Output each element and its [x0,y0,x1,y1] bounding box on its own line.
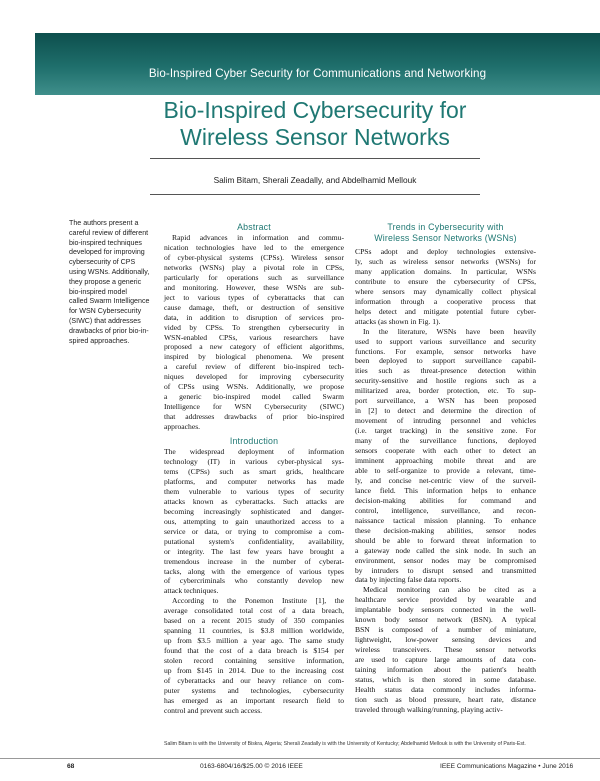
sidebar-line: bio-inspired techniques [69,238,142,247]
trends-line: security-sensitive and hostile regions such as a [355,376,536,386]
trends-line: in [2] to detect and determine the direction of [355,406,536,416]
trends-line: wireless transceivers. These sensor networks [355,645,536,655]
abstract-line: particularly for operations such as surveillance [164,272,344,282]
author-list: Salim Bitam, Sherali Zeadally, and Abdelhamid Mellouk [213,175,417,185]
abstract-line: of cyber-physical systems (CPSs). Wireless sensor [164,252,344,262]
page-number: 68 [67,763,75,770]
footer-rule [0,758,600,759]
sidebar-line: using WSNs. Additionally, [69,267,150,276]
introduction-line: or integrity. The last few years have brought a [164,546,344,556]
trends-line: been deployed to support surveillance capabil- [355,356,536,366]
trends-line: naissance tactical mission planning. To enhance [355,515,536,525]
abstract-line: networks (WSNs) play a pivotal role in CPSs, [164,262,344,272]
trends-line: able to self-organize to provide a relevant, time- [355,465,536,475]
abstract-line: data, in addition to disruption of services pro- [164,312,344,322]
introduction-paragraph [164,596,344,715]
introduction-line: up from $3.5 million a year ago. The same study [164,636,344,646]
introduction-line: putational system's confidentiality, availability, [164,536,344,546]
abstract-line: approaches. [164,422,201,432]
abstract-line: a careful review of different bio-inspired tech- [164,362,344,372]
trends-line: decision-making abilities for command and [355,495,536,505]
trends-line: (i.e. target tracking) in the sensitive zone. For [355,426,536,436]
trends-paragraph [355,327,536,586]
trends-heading: Wireless Sensor Networks (WSNs) [374,233,517,243]
section-banner [35,33,600,95]
trends-line: known body sensor network (BSN). A typical [355,615,536,625]
introduction-line: The widespread deployment of information [164,447,344,457]
trends-line: by intruders to disrupt sensed and transmitted [355,565,536,575]
trends-line: Medical monitoring can also be cited as a [363,585,536,595]
copyright-line: 0163-6804/16/$25.00 © 2016 IEEE [200,763,303,770]
introduction-line: of cybercriminals who constantly develop new [164,576,344,586]
introduction-heading: Introduction [229,436,279,447]
abstract-line: WSN-enabled CPSs, various researchers have [164,332,344,342]
banner-title: Bio-Inspired Cyber Security for Communications and Networking [148,67,487,80]
introduction-line: stolen record containing sensitive information, [164,656,344,666]
introduction-line: According to the Ponemon Institute [1], the [172,596,344,606]
introduction-line: average consolidated total cost of a data breach, [164,606,344,616]
introduction-line: of cyberattacks and our heavy reliance on com- [164,675,344,685]
trends-line: control, intelligence, surveillance, and recon- [355,505,536,515]
introduction-line: spanning 11 countries, is $3.8 million worldwide, [164,626,344,636]
sidebar-line: called Swarm Intelligence [69,297,150,306]
sidebar-line: spired approaches. [69,336,130,345]
magazine-issue: IEEE Communications Magazine • June 2016 [440,763,574,770]
trends-line: status, which is then stored in some database. [355,674,536,684]
trends-line: sensors cooperate with each other to detect an [355,446,536,456]
trends-line: port surveillance, a WSN has been proposed [355,396,536,406]
trends-line: many application domains. In particular, WSNs [355,266,536,276]
introduction-line: up from $145 in 2014. Due to the increasing cost [164,666,344,676]
trends-line: attacks (as shown in Fig. 1). [355,316,441,326]
abstract-line: vided by CPSs. To strengthen cybersecurity in [164,322,344,332]
trends-line: many of the surveillance functions, deployed [355,436,536,446]
sidebar-line: they propose a generic [69,277,142,286]
introduction-line: technology (IT) in various cyber-physical sys- [164,457,344,467]
sidebar-line: bio-inspired model [69,287,127,296]
trends-line: helps detect and mitigate potential future cyber- [355,306,536,316]
abstract-line: and monitoring. However, these WSNs are sub- [164,282,344,292]
abstract-body [164,233,344,432]
sidebar-line: cybersecurity of CPS [69,258,136,267]
abstract-line: a generic bio-inspired model called Swarm [164,392,344,402]
trends-line: ly, and concise net-centric view of the surveil- [355,475,536,485]
trends-line: imminent approaching mobile threat and are [355,456,536,466]
trends-line: healthcare service provided by wearable and [355,595,536,605]
introduction-line: puter systems and technologies, cybersecurity [164,685,344,695]
introduction-line: tacks, along with the emergence of various types [164,566,344,576]
abstract-line: that addresses drawbacks of prior bio-inspired [164,412,344,422]
trends-line: traveled through walking/running, playing activ- [355,704,503,714]
introduction-line: attack techniques. [164,586,219,596]
title-rule-bottom [150,194,480,195]
summary-sidebar [69,219,154,346]
trends-line: CPSs adopt and deploy technologies extensive- [355,247,536,256]
abstract-line: Intelligence for WSN Cybersecurity (SIWC) [164,402,344,412]
article-title [100,97,530,151]
introduction-line: platforms, and computer networks has made [164,476,344,486]
sidebar-line: (SIWC) that addresses [69,316,141,325]
trends-line: data by injecting false data reports. [355,575,462,585]
trends-line: lightweight, low-power sensing devices and [355,635,536,645]
trends-line: used to support various surveillance and security [355,336,536,346]
abstract-line: proposed a new category of efficient algorithms, [164,342,344,352]
trends-line: In the literature, WSNs have been heavily [363,326,536,336]
introduction-paragraph [164,447,344,596]
trends-line: these decision-making abilities, sensor nodes [355,525,536,535]
trends-line: environment, sensor nodes may be compromised [355,555,536,565]
article-title-line: Bio-Inspired Cybersecurity for [163,97,467,123]
trends-line: functions. For example, sensor networks have [355,346,536,356]
sidebar-line: developed for improving [69,248,145,257]
trends-line: implantable body sensors connected in the well- [355,605,536,615]
introduction-line: found that the cost of a data breach is $154 per [164,646,344,656]
sidebar-line: The authors present a [69,219,139,227]
trends-line: Health status data commonly includes informa- [355,684,536,694]
introduction-line: ous, attempting to gain unauthorized access to a [164,516,344,526]
abstract-line: Rapid advances in information and commu- [172,233,344,242]
introduction-line: tems (CPSs) such as smart grids, healthcare [164,466,344,476]
trends-paragraph [355,585,536,714]
trends-line: tion such as blood pressure, heart rate, distance [355,694,536,704]
abstract-line: of CPSs using WSNs. Additionally, we propose [164,382,344,392]
author-affiliations-footnote: Salim Bitam is with the University of Biskra, Algeria; Sherali Zeadally is with the University of Kentucky; Abdelhamid Mellouk is with the University of Paris-Est. [164,741,526,747]
abstract-line: cause damage, theft, or destruction of sensitive [164,302,344,312]
trends-line: militarized area, border protection, etc. To sup- [355,386,536,396]
title-rule-top [150,158,480,159]
introduction-line: based on a recent 2015 study of 350 companies [164,616,344,626]
trends-line: taining information about the patient's health [355,665,536,675]
article-title-line: Wireless Sensor Networks [180,124,450,150]
sidebar-line: for WSN Cybersecurity [69,307,142,316]
trends-heading: Trends in Cybersecurity with [387,222,504,232]
abstract-heading: Abstract [237,222,271,232]
abstract-line: nication technologies have led to the emergence [164,242,344,252]
trends-line: contribute to ensure the cybersecurity of CPSs, [355,276,536,286]
trends-line: are used to capture large amounts of data con- [355,655,536,665]
right-column [355,222,536,715]
abstract-line: niques developed for improving cybersecurity [164,372,344,382]
trends-paragraph [355,247,536,327]
introduction-line: them vulnerable to various types of security [164,486,344,496]
left-column [164,222,344,716]
introduction-line: becoming increasingly sophisticated and danger- [164,506,344,516]
trends-line: BSN is composed of a number of miniature, [355,625,536,635]
introduction-line: attacks known as cyberattacks. Such attacks are [164,496,344,506]
trends-line: ities such as threat-presence detection within [355,366,536,376]
introduction-line: service or data, or trying to compromise a com- [164,526,344,536]
trends-line: ly, such as wireless sensor networks (WSNs) for [355,256,536,266]
abstract-line: ject to various types of cyberattacks that can [164,292,344,302]
trends-line: should be able to forward threat information to [355,535,536,545]
trends-line: lance field. This information helps to enhance [355,485,536,495]
trends-line: where sensors may dynamically collect physical [355,286,536,296]
trends-line: movement of intruding personnel and vehicles [355,416,536,426]
abstract-line: inspired by biological phenomena. We present [164,352,344,362]
introduction-line: control and prevent such access. [164,705,263,715]
sidebar-line: drawbacks of prior bio-in- [69,326,149,335]
trends-line: information through a cooperative process that [355,296,536,306]
sidebar-line: careful review of different [69,228,149,237]
introduction-line: tremendous increase in the number of cyberat- [164,556,344,566]
trends-line: a gateway node called the sink node. In such an [355,545,536,555]
introduction-line: has emerged as an important research field to [164,695,344,705]
